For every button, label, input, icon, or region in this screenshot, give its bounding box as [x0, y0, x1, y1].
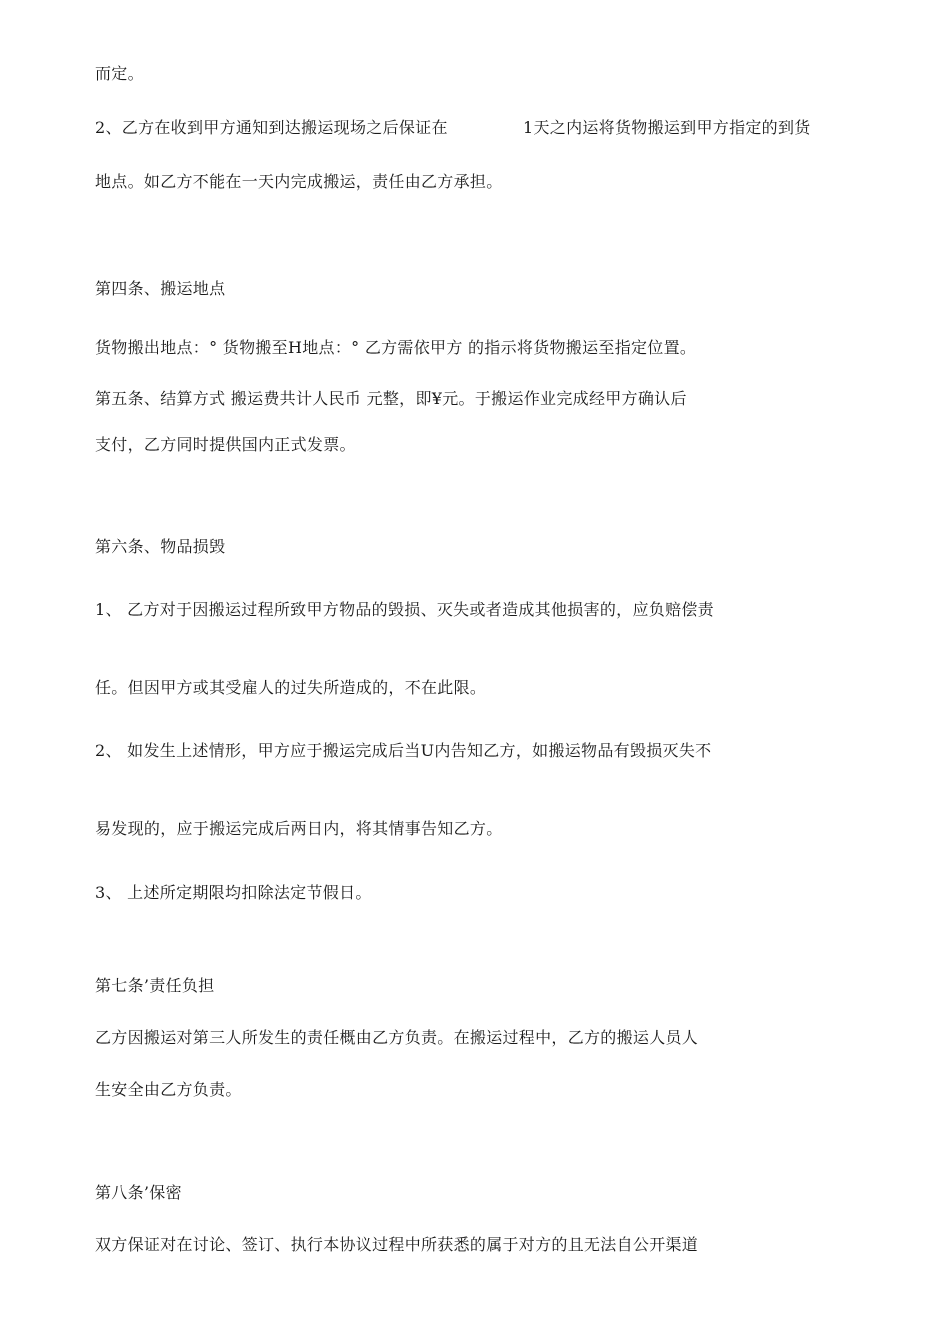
section-heading: 第四条、搬运地点 — [95, 279, 226, 298]
text-line: 地点。如乙方不能在一天内完成搬运，责任由乙方承担。 — [95, 172, 503, 191]
text-line: 2、 如发生上述情形，甲方应于搬运完成后当U内告知乙方，如搬运物品有毁损灭失不 — [95, 741, 712, 760]
text-line: 而定。 — [95, 64, 144, 83]
text-line: 货物搬出地点：° 货物搬至H地点：° 乙方需依甲方 的指示将货物搬运至指定位置。 — [95, 338, 697, 357]
section-heading: 第六条、物品损毁 — [95, 537, 226, 556]
text-line: 1天之内运将货物搬运到甲方指定的到货 — [523, 118, 811, 137]
text-line: 2、乙方在收到甲方通知到达搬运现场之后保证在 — [95, 118, 448, 137]
text-line: 易发现的，应于搬运完成后两日内，将其情事告知乙方。 — [95, 819, 503, 838]
text-line: 支付，乙方同时提供国内正式发票。 — [95, 435, 356, 454]
text-line: 1、 乙方对于因搬运过程所致甲方物品的毁损、灭失或者造成其他损害的，应负赔偿责 — [95, 600, 714, 619]
text-line: 3、 上述所定期限均扣除法定节假日。 — [95, 883, 372, 902]
section-heading: 第八条’保密 — [95, 1183, 182, 1202]
section-heading: 第七条’责任负担 — [95, 976, 215, 995]
text-line: 任。但因甲方或其受雇人的过失所造成的，不在此限。 — [95, 678, 487, 697]
text-line: 乙方因搬运对第三人所发生的责任概由乙方负责。在搬运过程中，乙方的搬运人员人 — [95, 1028, 699, 1047]
text-line: 生安全由乙方负责。 — [95, 1080, 242, 1099]
text-line: 双方保证对在讨论、签订、执行本协议过程中所获悉的属于对方的且无法自公开渠道 — [95, 1235, 699, 1254]
section-heading: 第五条、结算方式 搬运费共计人民币 元整，即¥元。于搬运作业完成经甲方确认后 — [95, 389, 687, 408]
